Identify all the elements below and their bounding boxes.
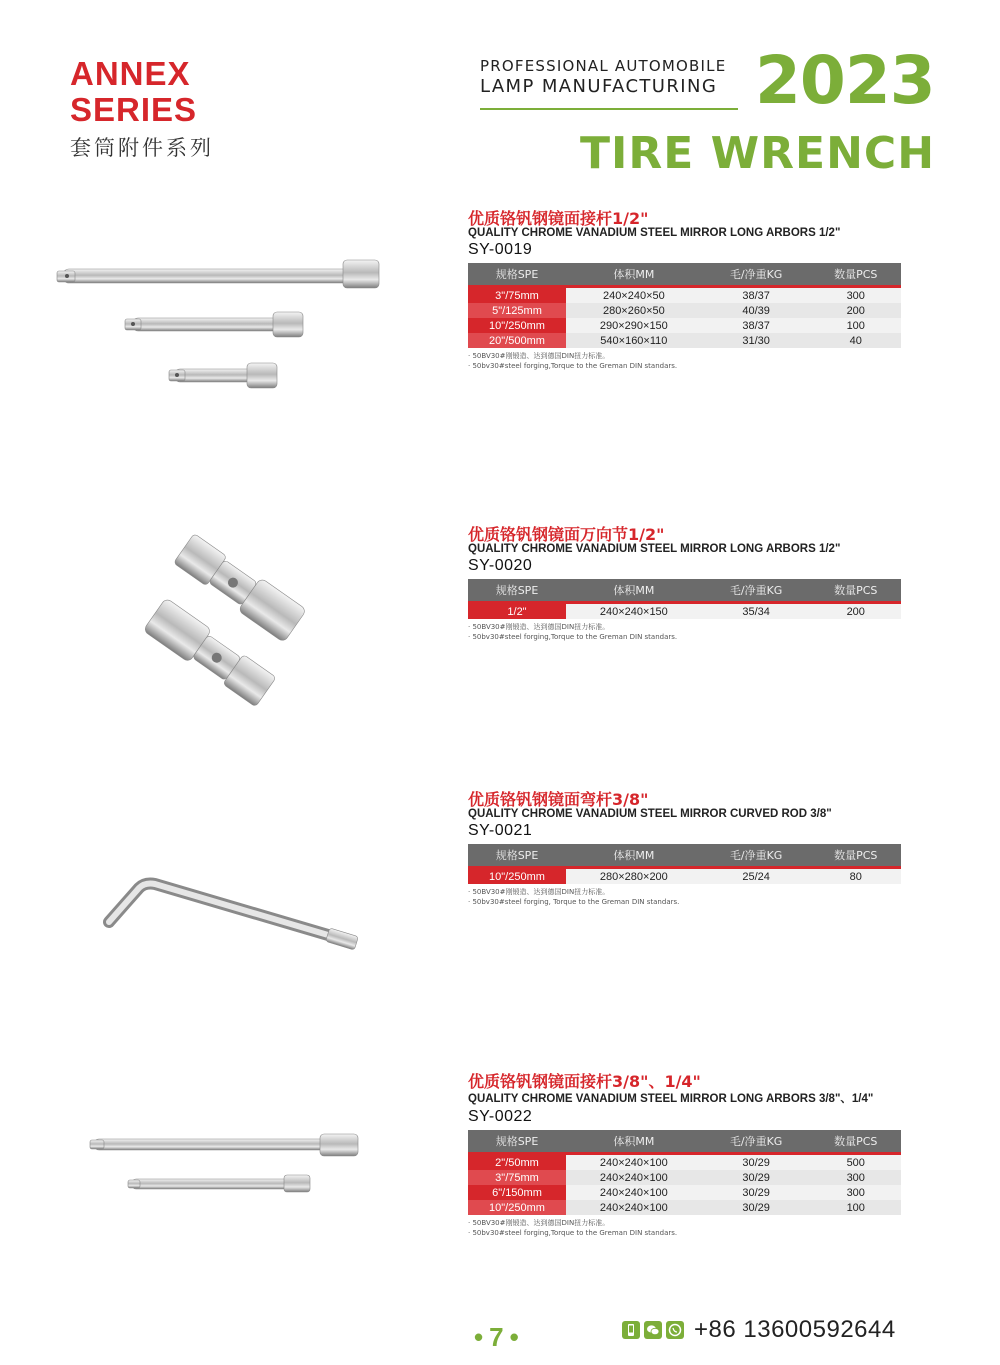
product-section-sy-0021 (468, 787, 908, 907)
cell-spec: 10"/250mm (468, 318, 566, 333)
table-row (468, 1200, 901, 1215)
cell-size: 290×290×150 (566, 318, 702, 333)
spec-table-header (468, 263, 901, 287)
col-header-size: 体积MM (566, 1130, 702, 1154)
cell-qty: 300 (810, 1185, 901, 1200)
note-cn: · 50BV30#刚锻造、达到德国DIN扭力标准。 (468, 888, 610, 896)
extension-bar-3-8 (90, 1134, 358, 1156)
table-row (468, 603, 901, 620)
col-header-qty: 数量PCS (810, 263, 901, 287)
cell-spec: 3"/75mm (468, 287, 566, 304)
curved-rod (109, 884, 358, 951)
page-number: •7• (474, 1322, 525, 1352)
cell-weight: 40/39 (702, 303, 811, 318)
table-row (468, 868, 901, 885)
whatsapp-icon (666, 1321, 684, 1339)
category-title: TIRE WRENCH (580, 128, 936, 179)
col-header-qty: 数量PCS (810, 844, 901, 868)
catalog-year: 2023 (755, 42, 935, 119)
cell-size: 280×260×50 (566, 303, 702, 318)
table-row (468, 333, 901, 348)
spec-table (468, 263, 901, 348)
cell-weight: 25/24 (702, 868, 811, 885)
product-title-en: QUALITY CHROME VANADIUM STEEL MIRROR LONG ARBORS 1/2" (468, 543, 841, 555)
cell-qty: 300 (810, 1170, 901, 1185)
cell-qty: 100 (810, 1200, 901, 1215)
product-note (468, 351, 908, 371)
cell-size: 240×240×100 (566, 1154, 702, 1171)
product-title-cn: 优质铬钒钢镜面弯杆3/8" (468, 790, 649, 809)
col-header-weight: 毛/净重KG (702, 1130, 811, 1154)
cell-weight: 38/37 (702, 318, 811, 333)
col-header-size: 体积MM (566, 579, 702, 603)
cell-spec: 1/2" (468, 603, 566, 620)
cell-spec: 3"/75mm (468, 1170, 566, 1185)
col-header-size: 体积MM (566, 844, 702, 868)
tagline-line1: PROFESSIONAL AUTOMOBILE (480, 57, 727, 75)
series-title (70, 56, 197, 128)
product-title-cn: 优质铬钒钢镜面万向节1/2" (468, 525, 665, 544)
col-header-spec: 规格SPE (468, 844, 566, 868)
cell-size: 240×240×100 (566, 1170, 702, 1185)
product-code: SY-0021 (468, 822, 533, 839)
product-code: SY-0020 (468, 557, 533, 574)
note-en: · 50bv30#steel forging,Torque to the Greman DIN standars. (468, 362, 678, 370)
cell-size: 280×280×200 (566, 868, 702, 885)
cell-size: 240×240×100 (566, 1200, 702, 1215)
contact-info (622, 1316, 896, 1344)
product-image-sy-0019 (55, 255, 390, 395)
cell-qty: 100 (810, 318, 901, 333)
spec-table-header (468, 579, 901, 603)
cell-spec: 6"/150mm (468, 1185, 566, 1200)
col-header-size: 体积MM (566, 263, 702, 287)
product-image-sy-0020 (130, 530, 340, 720)
tagline-line2: LAMP MANUFACTURING (480, 76, 718, 97)
phone-number: +86 13600592644 (694, 1316, 896, 1343)
spec-table-header (468, 844, 901, 868)
cell-weight: 30/29 (702, 1170, 811, 1185)
product-image-sy-0022 (88, 1130, 368, 1200)
cell-qty: 500 (810, 1154, 901, 1171)
note-en: · 50bv30#steel forging,Torque to the Greman DIN standars. (468, 633, 678, 641)
cell-spec: 5"/125mm (468, 303, 566, 318)
note-cn: · 50BV30#刚锻造、达到德国DIN扭力标准。 (468, 1219, 610, 1227)
product-title-cn: 优质铬钒钢镜面接杆3/8"、1/4" (468, 1072, 701, 1091)
col-header-spec: 规格SPE (468, 263, 566, 287)
cell-qty: 300 (810, 287, 901, 304)
tagline-underline (480, 108, 738, 110)
product-section-sy-0022 (468, 1069, 908, 1238)
spec-table-header (468, 1130, 901, 1154)
product-note (468, 622, 908, 642)
table-row (468, 318, 901, 333)
spec-table (468, 579, 901, 619)
col-header-qty: 数量PCS (810, 1130, 901, 1154)
cell-weight: 30/29 (702, 1185, 811, 1200)
table-row (468, 303, 901, 318)
product-title-en: QUALITY CHROME VANADIUM STEEL MIRROR CURVED ROD 3/8" (468, 808, 832, 820)
cell-spec: 10"/250mm (468, 1200, 566, 1215)
product-code: SY-0019 (468, 241, 533, 258)
cell-qty: 200 (810, 303, 901, 318)
cell-weight: 31/30 (702, 333, 811, 348)
cell-qty: 80 (810, 868, 901, 885)
wechat-icon (644, 1321, 662, 1339)
product-code: SY-0022 (468, 1108, 533, 1125)
table-row (468, 1154, 901, 1171)
spec-table (468, 844, 901, 884)
cell-qty: 200 (810, 603, 901, 620)
cell-size: 240×240×150 (566, 603, 702, 620)
col-header-spec: 规格SPE (468, 1130, 566, 1154)
note-en: · 50bv30#steel forging,Torque to the Greman DIN standars. (468, 1229, 678, 1237)
cell-weight: 30/29 (702, 1154, 811, 1171)
note-cn: · 50BV30#刚锻造、达到德国DIN扭力标准。 (468, 352, 610, 360)
cell-size: 540×160×110 (566, 333, 702, 348)
phone-icon (622, 1321, 640, 1339)
series-title-line1: ANNEX (70, 55, 191, 92)
col-header-weight: 毛/净重KG (702, 844, 811, 868)
product-image-sy-0021 (95, 870, 365, 965)
cell-weight: 38/37 (702, 287, 811, 304)
cell-weight: 30/29 (702, 1200, 811, 1215)
cell-spec: 10"/250mm (468, 868, 566, 885)
extension-bar-long (57, 260, 379, 288)
table-row (468, 1170, 901, 1185)
cell-spec: 20"/500mm (468, 333, 566, 348)
series-title-line2: SERIES (70, 91, 198, 128)
extension-bar-medium (125, 312, 303, 337)
extension-bar-short (169, 363, 277, 388)
col-header-spec: 规格SPE (468, 579, 566, 603)
cell-weight: 35/34 (702, 603, 811, 620)
table-row (468, 1185, 901, 1200)
cell-qty: 40 (810, 333, 901, 348)
cell-size: 240×240×50 (566, 287, 702, 304)
cell-size: 240×240×100 (566, 1185, 702, 1200)
series-title-cn: 套筒附件系列 (70, 136, 214, 160)
spec-table (468, 1130, 901, 1215)
product-section-sy-0019 (468, 206, 908, 371)
note-en: · 50bv30#steel forging, Torque to the Greman DIN standars. (468, 898, 680, 906)
product-section-sy-0020 (468, 522, 908, 642)
product-note (468, 887, 908, 907)
col-header-qty: 数量PCS (810, 579, 901, 603)
note-cn: · 50BV30#刚锻造、达到德国DIN扭力标准。 (468, 623, 610, 631)
extension-bar-1-4 (128, 1175, 310, 1192)
table-row (468, 287, 901, 304)
product-title-en: QUALITY CHROME VANADIUM STEEL MIRROR LONG ARBORS 3/8"、1/4" (468, 1093, 874, 1105)
product-note (468, 1218, 908, 1238)
col-header-weight: 毛/净重KG (702, 263, 811, 287)
cell-spec: 2"/50mm (468, 1154, 566, 1171)
product-title-cn: 优质铬钒钢镜面接杆1/2" (468, 209, 649, 228)
product-title-en: QUALITY CHROME VANADIUM STEEL MIRROR LONG ARBORS 1/2" (468, 227, 841, 239)
col-header-weight: 毛/净重KG (702, 579, 811, 603)
